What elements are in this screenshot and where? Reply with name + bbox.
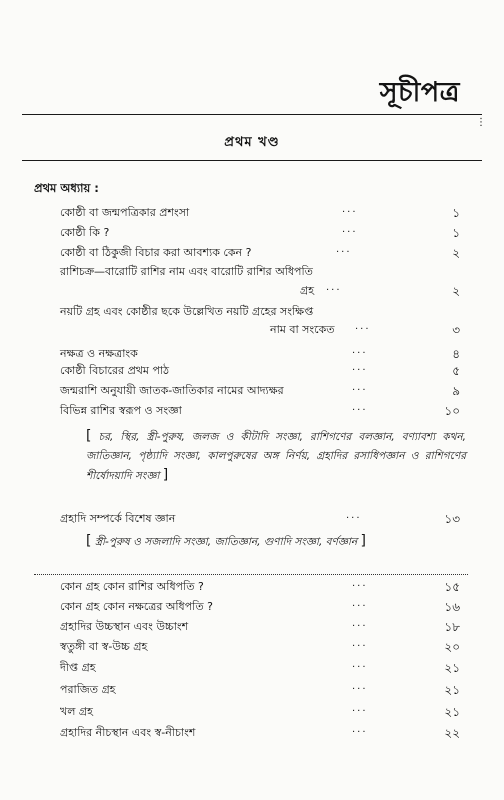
leader-dots: ··· [352,348,368,359]
page-number: ৫ [452,364,460,378]
entry-title: বিভিন্ন রাশির স্বরূপ ও সংজ্ঞা [60,404,182,417]
entry-title: কোষ্ঠী বা জন্মপত্রিকার প্রশংসা [60,206,190,219]
subtopics-text: চর, স্থির, স্ত্রী-পুরুষ, জলজ ও কীটাদি সংজ্ঞা, রাশিগণের বলজ্ঞান, বণ্যাবশ্য কথন, জাতিজ্ঞান, পৃষ্ঠ্যাদি সংজ্ঞা, কালপুরুষের অঙ্গ নির্ণয়, গ্রহাদির রসাধিপজ্ঞান ও রাশিগণের শীর্ষোদয়াদি সংজ্ঞা [86,431,466,482]
entry-subtopics [86,532,466,552]
page-number: ১৮ [444,620,460,634]
entry-title: দীপ্ত গ্রহ [60,661,96,674]
entry-title: জন্মরাশি অনুযায়ী জাতক-জাতিকার নামের আদ্যক্ষর [60,384,284,397]
leader-dots: ··· [352,405,368,416]
leader-dots: ··· [326,285,342,296]
page-number: ২২ [444,726,460,740]
leader-dots: ··· [352,621,368,632]
page-number: ৩ [452,323,460,337]
entry-title: নক্ষত্র ও নক্ষত্রাংক [60,347,138,360]
page-number: ১ [452,226,460,240]
page-title: সূচীপত্র [379,77,460,108]
page-number: ১৫ [444,580,460,594]
open-bracket: [ [86,533,92,549]
entry-subtopics [86,427,466,486]
entry-title: নয়টি গ্রহ এবং কোষ্ঠীর ছকে উল্লেখিত নয়টি গ্রহের সংক্ষিপ্ত [60,305,314,318]
chapter-title: প্রথম অধ্যায় : [34,181,99,195]
entry-continuation: গ্রহ [300,284,315,297]
divider [34,574,468,575]
leader-dots: ··· [336,247,352,258]
entry-title: কোন গ্রহ কোন রাশির অধিপতি ? [60,580,204,593]
leader-dots: ··· [342,227,358,238]
leader-dots: ··· [352,365,368,376]
leader-dots: ··· [352,641,368,652]
leader-dots: ··· [352,385,368,396]
entry-title: কোন গ্রহ কোন নক্ষত্রের অধিপতি ? [60,600,213,613]
page-number: ২ [452,246,460,260]
page-number: ১৬ [444,600,460,614]
page-number: ১ [452,206,460,220]
leader-dots: ··· [352,727,368,738]
section-title: প্রথম খণ্ড [224,135,280,150]
leader-dots: ··· [355,324,371,335]
leader-dots: ··· [352,684,368,695]
entry-title: গ্রহাদির উচ্চস্থান এবং উচ্চাংশ [60,620,189,633]
leader-dots: ··· [352,601,368,612]
entry-title: খল গ্রহ [60,705,93,718]
page-number: ২ [452,284,460,298]
page-number: ২১ [444,683,460,697]
page-number: ১৩ [444,512,460,526]
entry-title: পরাজিত গ্রহ [60,683,116,696]
leader-dots: ··· [352,581,368,592]
entry-title: কোষ্ঠী বিচারের প্রথম পাঠ [60,364,170,377]
entry-title: রাশিচক্র—বারোটি রাশির নাম এবং বারোটি রাশির অধিপতি [60,265,313,278]
leader-dots: ··· [346,513,362,524]
entry-continuation: নাম বা সংকেত [270,323,335,336]
page-number: ২১ [444,705,460,719]
close-bracket: ] [360,533,366,549]
leader-dots: ··· [352,662,368,673]
entry-title: কোষ্ঠী বা ঠিকুজী বিচার করা আবশ্যক কেন ? [60,246,252,259]
page-number: ১০ [444,404,460,418]
entry-title: কোষ্ঠী কি ? [60,226,110,239]
page-number: ৪ [452,347,460,361]
entry-title: স্বতুঙ্গী বা স্ব-উচ্চ গ্রহ [60,640,148,653]
page-number: ৯ [452,384,460,398]
page-number: ২০ [444,640,460,654]
leader-dots: ··· [352,706,368,717]
entry-title: গ্রহাদি সম্পর্কে বিশেষ জ্ঞান [60,512,176,525]
subtopics-text: স্ত্রী-পুরুষ ও সজলাদি সংজ্ঞা, জাতিজ্ঞান, গুণাদি সংজ্ঞা, বর্ণজ্ঞান [94,536,358,548]
page-number: ২১ [444,661,460,675]
corner-mark: ⋮ [476,117,486,128]
close-bracket: ] [162,467,169,483]
open-bracket: [ [86,428,92,444]
entry-title: গ্রহাদির নীচস্থান এবং স্ব-নীচাংশ [60,726,196,739]
leader-dots: ··· [342,207,358,218]
